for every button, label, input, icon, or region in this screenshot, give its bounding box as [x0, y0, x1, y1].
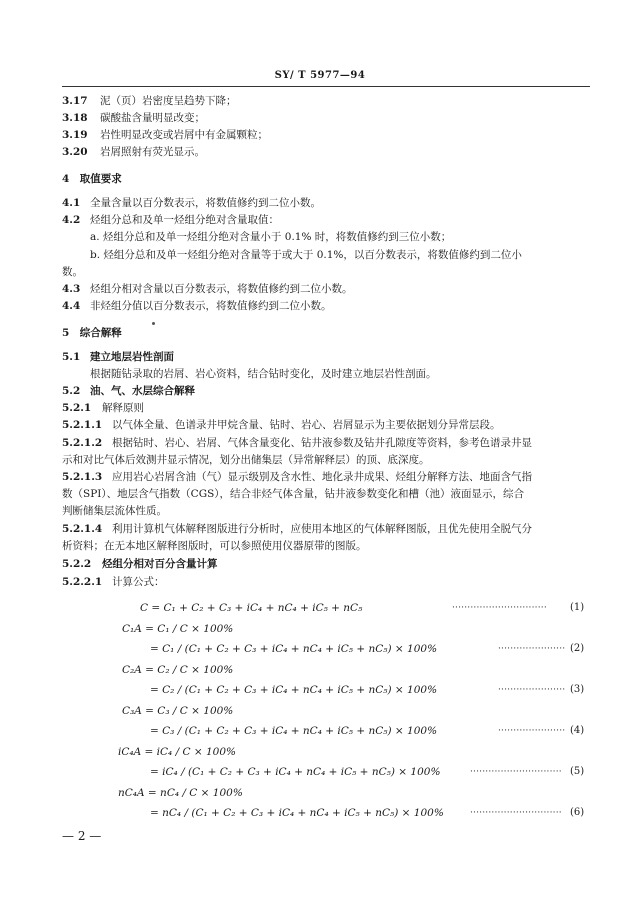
clause-number: 3.17	[62, 95, 88, 107]
equation-3b: = C₂ / (C₁ + C₂ + C₃ + iC₄ + nC₄ + iC₅ + nC₅) × 100%	[150, 684, 438, 696]
clause-text: 岩屑照射有荧光显示。	[100, 146, 205, 158]
equation-2b: = C₁ / (C₁ + C₂ + C₃ + iC₄ + nC₄ + iC₅ + nC₅) × 100%	[150, 643, 438, 655]
clause-4-2	[62, 213, 279, 227]
clause-text: 应用岩心岩屑含油（气）显示级别及含水性、地化录井成果、烃组分解释方法、地面含气指	[112, 471, 532, 483]
clause-text: 非烃组分值以百分数表示，将数值修约到二位小数。	[90, 300, 332, 312]
clause-text: 利用计算机气体解释图版进行分析时，应使用本地区的气体解释图版，且优先使用全脱气分	[112, 523, 532, 535]
equation-leader: ·······························	[452, 603, 547, 613]
clause-5-2-1-4-line2: 析资料；在无本地区解释图版时，可以参照使用仪器原带的图版。	[62, 540, 367, 552]
equation-3a: C₂A = C₂ / C × 100%	[122, 664, 234, 676]
clause-number: 3.18	[62, 112, 88, 124]
equation-number: (4)	[570, 725, 585, 736]
clause-number: 5.1	[62, 351, 81, 363]
equation-number: (6)	[570, 807, 585, 818]
clause-text: 泥（页）岩密度呈趋势下降；	[100, 95, 237, 107]
clause-number: 3.19	[62, 129, 88, 141]
equation-2a: C₁A = C₁ / C × 100%	[122, 623, 234, 635]
clause-number: 5.2.2.1	[62, 576, 103, 588]
equation-6a: nC₄A = nC₄ / C × 100%	[118, 787, 243, 799]
clause-5-2-1-2-line1	[62, 436, 532, 450]
clause-number: 5.2.1.1	[62, 419, 103, 431]
header-rule	[62, 86, 590, 87]
clause-heading: 烃组分相对百分含量计算	[102, 558, 218, 570]
page-number: — 2 —	[62, 829, 102, 843]
clause-text: 碳酸盐含量明显改变；	[100, 112, 205, 124]
clause-5-2-1-3-line2: 数（SPI）、地层含气指数（CGS），结合非烃气体含量，钻井液参数变化和槽（池）液面显示，综合	[62, 488, 525, 500]
clause-heading: 油、气、水层综合解释	[90, 385, 195, 397]
equation-leader: ······················	[498, 726, 566, 736]
clause-4-3	[62, 282, 353, 296]
clause-4-1	[62, 196, 321, 210]
clause-text: 全量含量以百分数表示，将数值修约到二位小数。	[90, 197, 321, 209]
equation-leader: ······················	[498, 685, 566, 695]
clause-5-2-title	[62, 384, 195, 398]
equation-leader: ······························	[470, 767, 562, 777]
scan-speck	[152, 322, 155, 325]
equation-leader: ······························	[470, 808, 562, 818]
clause-5-1-text: 根据随钻录取的岩屑、岩心资料，结合钻时变化，及时建立地层岩性剖面。	[90, 368, 437, 380]
clause-4-2-b-line2: 数。	[62, 266, 83, 278]
clause-text: 计算公式：	[112, 576, 165, 588]
clause-5-2-1-title	[62, 401, 144, 415]
clause-3-17	[62, 94, 237, 108]
equation-number: (5)	[570, 766, 585, 777]
clause-5-2-2-1	[62, 575, 165, 589]
clause-5-2-2-title	[62, 557, 218, 571]
clause-4-2-a: a. 烃组分总和及单一烃组分绝对含量小于 0.1% 时，将数值修约到三位小数；	[90, 231, 452, 243]
clause-5-2-1-3-line3: 判断储集层流体性质。	[62, 505, 167, 517]
clause-4-2-b-line1: b. 烃组分总和及单一烃组分绝对含量等于或大于 0.1%，以百分数表示，将数值修约到二位小	[90, 249, 522, 261]
clause-number: 4.3	[62, 283, 81, 295]
clause-4-4	[62, 299, 332, 313]
clause-5-2-1-3-line1	[62, 470, 532, 484]
clause-3-18	[62, 111, 205, 125]
clause-text: 以气体全量、色谱录井甲烷含量、钻时、岩心、岩屑显示为主要依据划分异常层段。	[112, 419, 501, 431]
clause-text: 烃组分相对含量以百分数表示，将数值修约到二位小数。	[90, 283, 353, 295]
clause-3-20	[62, 145, 205, 159]
equation-number: (1)	[570, 602, 585, 613]
clause-heading: 建立地层岩性剖面	[90, 351, 174, 363]
clause-number: 5.2.1.3	[62, 471, 103, 483]
document-header: SY/ T 5977—94	[274, 70, 366, 81]
clause-5-2-1-1	[62, 418, 501, 432]
equation-4a: C₃A = C₃ / C × 100%	[122, 705, 234, 717]
clause-text: 烃组分总和及单一烃组分绝对含量取值：	[90, 214, 279, 226]
clause-number: 5.2	[62, 385, 81, 397]
equation-5b: = iC₄ / (C₁ + C₂ + C₃ + iC₄ + nC₄ + iC₅ + nC₅) × 100%	[150, 766, 441, 778]
clause-5-2-1-2-line2: 示和对比气体后效测井显示情况，划分出储集层（异常解释层）的顶、底深度。	[62, 454, 430, 466]
clause-text: 岩性明显改变或岩屑中有金属颗粒；	[100, 129, 268, 141]
clause-number: 5.2.1	[62, 402, 92, 414]
equation-number: (3)	[570, 684, 585, 695]
section-5-title: 5 综合解释	[62, 327, 122, 339]
equation-5a: iC₄A = iC₄ / C × 100%	[118, 746, 236, 758]
clause-heading: 解释原则	[102, 402, 144, 414]
equation-1: C = C₁ + C₂ + C₃ + iC₄ + nC₄ + iC₅ + nC₅	[140, 602, 363, 614]
clause-number: 4.2	[62, 214, 81, 226]
clause-number: 3.20	[62, 146, 88, 158]
clause-text: 根据钻时、岩心、岩屑、气体含量变化、钻井液参数及钻井孔隙度等资料，参考色谱录井显	[112, 437, 532, 449]
equation-number: (2)	[570, 643, 585, 654]
clause-number: 5.2.1.4	[62, 523, 103, 535]
equation-leader: ······················	[498, 644, 566, 654]
equation-4b: = C₃ / (C₁ + C₂ + C₃ + iC₄ + nC₄ + iC₅ + nC₅) × 100%	[150, 725, 438, 737]
clause-3-19	[62, 128, 268, 142]
clause-5-1-title	[62, 350, 174, 364]
clause-number: 5.2.2	[62, 558, 92, 570]
equation-6b: = nC₄ / (C₁ + C₂ + C₃ + iC₄ + nC₄ + iC₅ + nC₅) × 100%	[150, 807, 444, 819]
section-4-title: 4 取值要求	[62, 173, 122, 185]
clause-number: 4.1	[62, 197, 81, 209]
clause-5-2-1-4-line1	[62, 522, 532, 536]
clause-number: 5.2.1.2	[62, 437, 103, 449]
clause-number: 4.4	[62, 300, 81, 312]
